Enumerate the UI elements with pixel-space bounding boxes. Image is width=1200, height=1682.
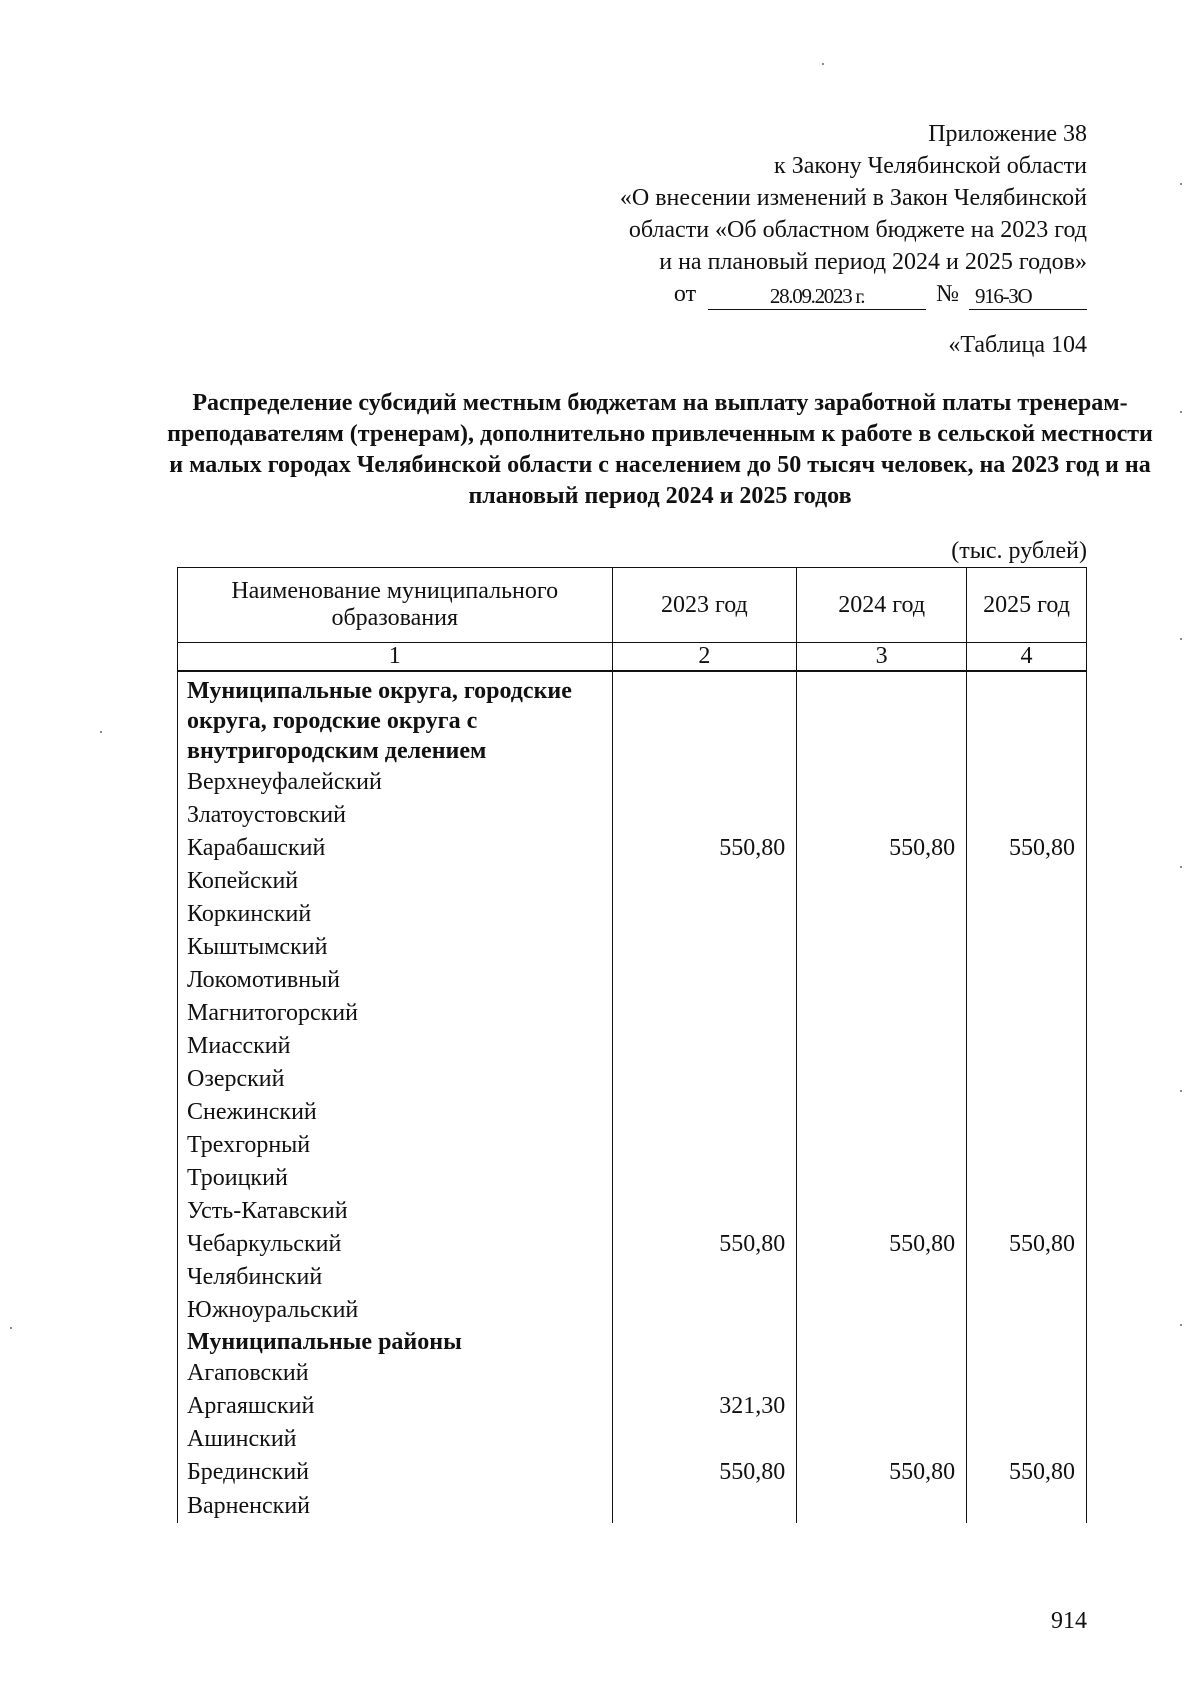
municipality-name: Южноуральский (178, 1294, 613, 1327)
value-2025: 550,80 (967, 1456, 1087, 1489)
scan-speck (1180, 866, 1182, 868)
table-row (178, 1096, 1087, 1129)
appendix-line: и на плановый период 2024 и 2025 годов» (659, 249, 1087, 275)
value-2024 (797, 1129, 967, 1162)
value-2024 (797, 964, 967, 997)
municipality-name: Чебаркульский (178, 1228, 613, 1261)
value-2023 (612, 997, 797, 1030)
header-2025: 2025 год (967, 568, 1087, 643)
municipality-name: Миасский (178, 1030, 613, 1063)
table-row (178, 1489, 1087, 1523)
table-row (178, 1456, 1087, 1489)
column-number-row (178, 643, 1087, 672)
value-2025 (967, 1390, 1087, 1423)
table-row (178, 1195, 1087, 1228)
table-reference: «Таблица 104 (948, 332, 1087, 358)
table-row (178, 1129, 1087, 1162)
value-2024: 550,80 (797, 1456, 967, 1489)
appendix-header (527, 118, 1087, 310)
value-2023 (612, 766, 797, 799)
value-2023 (612, 1261, 797, 1294)
table-row (178, 997, 1087, 1030)
value-2024: 550,80 (797, 832, 967, 865)
municipality-name: Муниципальные районы (178, 1327, 613, 1357)
number-sign: № (936, 281, 959, 307)
value-2023: 321,30 (612, 1390, 797, 1423)
scan-speck (1180, 1324, 1182, 1326)
table-row (178, 1261, 1087, 1294)
value-2023 (612, 931, 797, 964)
column-number: 1 (178, 643, 613, 672)
column-number: 4 (967, 643, 1087, 672)
column-number: 2 (612, 643, 797, 672)
table-row (178, 1390, 1087, 1423)
value-2025 (967, 766, 1087, 799)
value-2024: 550,80 (797, 1228, 967, 1261)
scan-speck (10, 1327, 12, 1329)
law-date-line (527, 278, 1087, 310)
table-row (178, 832, 1087, 865)
value-2024 (797, 766, 967, 799)
table-row (178, 964, 1087, 997)
value-2023 (612, 1489, 797, 1523)
value-2023: 550,80 (612, 832, 797, 865)
municipality-name: Верхнеуфалейский (178, 766, 613, 799)
table-row (178, 1063, 1087, 1096)
value-2023 (612, 1195, 797, 1228)
table-row (178, 1357, 1087, 1390)
value-2023 (612, 799, 797, 832)
value-2025 (967, 1063, 1087, 1096)
value-2025 (967, 1096, 1087, 1129)
scan-speck (1180, 411, 1182, 413)
value-2025 (967, 1294, 1087, 1327)
value-2023 (612, 964, 797, 997)
table-row (178, 898, 1087, 931)
value-2023 (612, 1294, 797, 1327)
value-2024 (797, 1327, 967, 1357)
value-2024 (797, 1489, 967, 1523)
value-2024 (797, 1423, 967, 1456)
value-2025 (967, 997, 1087, 1030)
municipality-name: Аргаяшский (178, 1390, 613, 1423)
law-date: 28.09.2023 г. (708, 283, 926, 310)
appendix-line: области «Об областном бюджете на 2023 год (628, 217, 1087, 243)
table-group-row (178, 676, 1087, 766)
municipality-name: Карабашский (178, 832, 613, 865)
value-2025 (967, 1195, 1087, 1228)
law-number: 916-ЗО (969, 283, 1087, 310)
table-row (178, 931, 1087, 964)
scan-speck (1180, 638, 1182, 640)
municipality-name: Троицкий (178, 1162, 613, 1195)
value-2025 (967, 676, 1087, 766)
table-body (178, 671, 1087, 1523)
value-2024 (797, 1063, 967, 1096)
value-2025 (967, 964, 1087, 997)
municipality-name: Локомотивный (178, 964, 613, 997)
document-title: Распределение субсидий местным бюджетам на выплату заработной платы тренерам-преподавателям (тренерам), дополнительно привлеченным к работе в сельской местности и малых городах Челябинской области с населением до 50 тысяч человек, на 2023 год и на плановый период 2024 и 2025 годов (167, 390, 1153, 509)
header-municipality: Наименование муниципального образования (178, 568, 613, 643)
table-group-row (178, 1327, 1087, 1357)
municipality-name: Усть-Катавский (178, 1195, 613, 1228)
value-2024 (797, 1162, 967, 1195)
value-2025 (967, 1489, 1087, 1523)
value-2024 (797, 1261, 967, 1294)
value-2023 (612, 1327, 797, 1357)
table-header-row (178, 568, 1087, 643)
value-2024 (797, 931, 967, 964)
value-2025 (967, 1261, 1087, 1294)
value-2025 (967, 865, 1087, 898)
date-prefix: от (673, 281, 697, 307)
value-2023 (612, 865, 797, 898)
appendix-line: Приложение 38 (928, 121, 1087, 147)
municipality-name: Брединский (178, 1456, 613, 1489)
municipality-name: Снежинский (178, 1096, 613, 1129)
municipality-name: Муниципальные округа, городские округа, городские округа с внутригородским делением (178, 676, 613, 766)
value-2023 (612, 1096, 797, 1129)
table-row (178, 1030, 1087, 1063)
value-2025: 550,80 (967, 1228, 1087, 1261)
value-2023 (612, 1423, 797, 1456)
municipality-name: Копейский (178, 865, 613, 898)
scan-speck (822, 63, 824, 65)
subsidy-distribution-table (177, 567, 1087, 1523)
value-2024 (797, 1390, 967, 1423)
municipality-name: Златоустовский (178, 799, 613, 832)
value-2023 (612, 1162, 797, 1195)
municipality-name: Озерский (178, 1063, 613, 1096)
value-2023 (612, 1030, 797, 1063)
value-2025 (967, 1030, 1087, 1063)
scan-speck (1180, 183, 1182, 185)
value-2023: 550,80 (612, 1456, 797, 1489)
municipality-name: Трехгорный (178, 1129, 613, 1162)
value-2025 (967, 799, 1087, 832)
municipality-name: Варненский (178, 1489, 613, 1523)
municipality-name: Челябинский (178, 1261, 613, 1294)
value-2024 (797, 1294, 967, 1327)
scan-speck (100, 731, 102, 733)
appendix-line: к Закону Челябинской области (774, 153, 1087, 179)
table-row (178, 766, 1087, 799)
table-row (178, 865, 1087, 898)
municipality-name: Кыштымский (178, 931, 613, 964)
value-2024 (797, 799, 967, 832)
value-2025 (967, 1423, 1087, 1456)
value-2023 (612, 1357, 797, 1390)
table-row (178, 1162, 1087, 1195)
value-2025 (967, 1162, 1087, 1195)
units-label: (тыс. рублей) (951, 538, 1087, 564)
value-2025 (967, 931, 1087, 964)
value-2023 (612, 898, 797, 931)
municipality-name: Магнитогорский (178, 997, 613, 1030)
table-row (178, 1228, 1087, 1261)
value-2023 (612, 1129, 797, 1162)
value-2024 (797, 1096, 967, 1129)
header-2024: 2024 год (797, 568, 967, 643)
value-2024 (797, 1030, 967, 1063)
municipality-name: Ашинский (178, 1423, 613, 1456)
table-row (178, 799, 1087, 832)
column-number: 3 (797, 643, 967, 672)
scan-speck (1180, 1090, 1182, 1092)
value-2023 (612, 1063, 797, 1096)
value-2024 (797, 898, 967, 931)
page-number: 914 (1051, 1608, 1087, 1634)
value-2025 (967, 1327, 1087, 1357)
header-2023: 2023 год (612, 568, 797, 643)
value-2025 (967, 1357, 1087, 1390)
table-row (178, 1294, 1087, 1327)
value-2025 (967, 1129, 1087, 1162)
value-2024 (797, 1195, 967, 1228)
value-2023 (612, 676, 797, 766)
value-2025 (967, 898, 1087, 931)
value-2024 (797, 1357, 967, 1390)
value-2024 (797, 865, 967, 898)
value-2024 (797, 676, 967, 766)
value-2023: 550,80 (612, 1228, 797, 1261)
municipality-name: Агаповский (178, 1357, 613, 1390)
value-2024 (797, 997, 967, 1030)
value-2025: 550,80 (967, 832, 1087, 865)
appendix-line: «О внесении изменений в Закон Челябинской (619, 185, 1087, 211)
table-row (178, 1423, 1087, 1456)
municipality-name: Коркинский (178, 898, 613, 931)
